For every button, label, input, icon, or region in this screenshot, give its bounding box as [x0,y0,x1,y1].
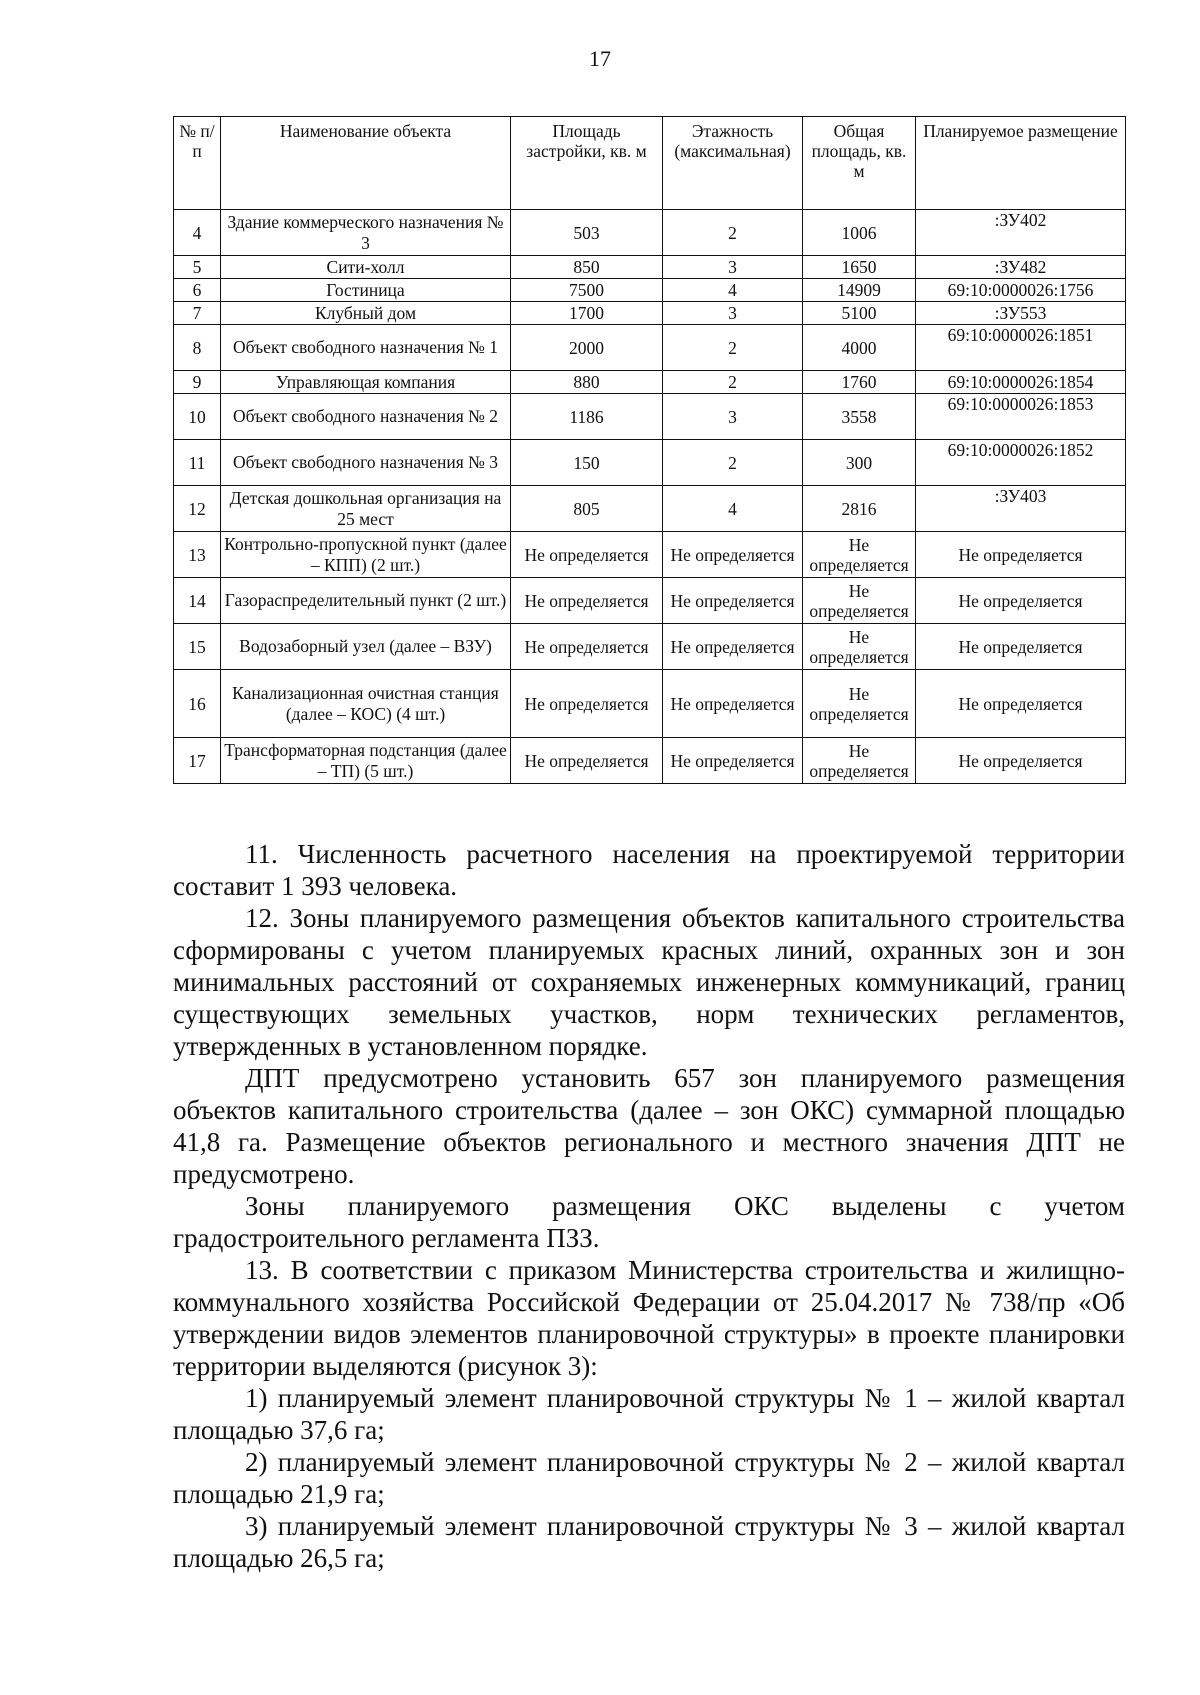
cell-floors: Не определяется [663,738,803,784]
cell-building-area: 850 [511,256,663,279]
paragraph-11: 11. Численность расчетного населения на проектируемой территории составит 1 393 человека. [173,839,1125,901]
table-row [174,738,1126,784]
cell-object-name: Канализационная очистная станция (далее – КОС) (4 шт.) [221,670,511,738]
cell-building-area: 2000 [511,325,663,371]
cell-building-area: Не определяется [511,578,663,624]
cell-number: 14 [174,578,221,624]
cell-floors: 2 [663,371,803,394]
cell-building-area: 150 [511,440,663,486]
table-row [174,302,1126,325]
table-row [174,578,1126,624]
cell-building-area: Не определяется [511,670,663,738]
cell-total-area: Не определяется [803,624,916,670]
paragraph-zones-count: ДПТ предусмотрено установить 657 зон планируемого размещения объектов капитального строительства (далее – зон ОКС) суммарной площадью 41,8 га. Размещение объектов регионального и местного значения ДПТ не предусмотрено. [173,1063,1125,1189]
cell-building-area: 7500 [511,279,663,302]
cell-placement: :ЗУ482 [916,256,1126,279]
cell-floors: Не определяется [663,532,803,578]
table-row [174,670,1126,738]
list-item: 1) планируемый элемент планировочной структуры № 1 – жилой квартал площадью 37,6 га; [173,1383,1125,1445]
cell-placement: Не определяется [916,578,1126,624]
table-row [174,532,1126,578]
cell-floors: 4 [663,279,803,302]
cell-total-area: 5100 [803,302,916,325]
cell-number: 10 [174,394,221,440]
cell-total-area: 1760 [803,371,916,394]
cell-object-name: Водозаборный узел (далее – ВЗУ) [221,624,511,670]
cell-floors: 2 [663,440,803,486]
cell-object-name: Объект свободного назначения № 2 [221,394,511,440]
cell-building-area: 805 [511,486,663,532]
cell-building-area: Не определяется [511,738,663,784]
cell-total-area: 300 [803,440,916,486]
table-row [174,486,1126,532]
cell-placement: 69:10:0000026:1854 [916,371,1126,394]
cell-number: 9 [174,371,221,394]
cell-object-name: Здание коммерческого назначения № 3 [221,210,511,256]
cell-total-area: 1006 [803,210,916,256]
cell-building-area: 880 [511,371,663,394]
cell-object-name: Гостиница [221,279,511,302]
table-row [174,440,1126,486]
cell-floors: Не определяется [663,670,803,738]
cell-number: 12 [174,486,221,532]
cell-object-name: Клубный дом [221,302,511,325]
cell-total-area: 1650 [803,256,916,279]
cell-placement: 69:10:0000026:1852 [916,440,1126,486]
cell-building-area: 1186 [511,394,663,440]
cell-placement: 69:10:0000026:1756 [916,279,1126,302]
cell-placement: :ЗУ553 [916,302,1126,325]
cell-placement: Не определяется [916,532,1126,578]
cell-number: 8 [174,325,221,371]
paragraph-12: 12. Зоны планируемого размещения объектов капитального строительства сформированы с учетом планируемых красных линий, охранных зон и зон минимальных расстояний от сохраняемых инженерных коммуникаций, границ существующих земельных участков, норм технических регламентов, утвержденных в установленном порядке. [173,903,1125,1061]
cell-total-area: 3558 [803,394,916,440]
cell-object-name: Детская дошкольная организация на 25 мест [221,486,511,532]
cell-floors: 2 [663,210,803,256]
cell-number: 6 [174,279,221,302]
cell-total-area: Не определяется [803,532,916,578]
cell-total-area: Не определяется [803,670,916,738]
cell-object-name: Управляющая компания [221,371,511,394]
cell-placement: Не определяется [916,670,1126,738]
cell-object-name: Газораспределительный пункт (2 шт.) [221,578,511,624]
cell-object-name: Контрольно-пропускной пункт (далее – КПП) (2 шт.) [221,532,511,578]
cell-number: 13 [174,532,221,578]
list-item: 2) планируемый элемент планировочной структуры № 2 – жилой квартал площадью 21,9 га; [173,1447,1125,1509]
header-object-name: Наименование объекта [221,117,511,210]
table-header-row [174,117,1126,210]
cell-number: 4 [174,210,221,256]
body-text [173,838,1125,1574]
cell-placement: :ЗУ403 [916,486,1126,532]
cell-floors: 4 [663,486,803,532]
header-building-area: Площадь застройки, кв. м [511,117,663,210]
table-row [174,279,1126,302]
cell-floors: 2 [663,325,803,371]
cell-object-name: Объект свободного назначения № 1 [221,325,511,371]
cell-number: 16 [174,670,221,738]
cell-object-name: Объект свободного назначения № 3 [221,440,511,486]
table-row [174,256,1126,279]
table-row [174,325,1126,371]
cell-building-area: Не определяется [511,532,663,578]
cell-floors: 3 [663,302,803,325]
cell-number: 17 [174,738,221,784]
cell-number: 7 [174,302,221,325]
header-placement: Планируемое размещение [916,117,1126,210]
cell-floors: 3 [663,394,803,440]
objects-table [173,116,1126,784]
cell-building-area: 1700 [511,302,663,325]
table-row [174,624,1126,670]
cell-floors: 3 [663,256,803,279]
cell-floors: Не определяется [663,624,803,670]
cell-object-name: Сити-холл [221,256,511,279]
paragraph-zones-regulation: Зоны планируемого размещения ОКС выделены с учетом градостроительного регламента ПЗЗ. [173,1191,1125,1253]
cell-number: 15 [174,624,221,670]
cell-placement: 69:10:0000026:1851 [916,325,1126,371]
cell-placement: Не определяется [916,624,1126,670]
cell-placement: :ЗУ402 [916,210,1126,256]
cell-placement: 69:10:0000026:1853 [916,394,1126,440]
cell-total-area: 4000 [803,325,916,371]
cell-total-area: 14909 [803,279,916,302]
cell-total-area: 2816 [803,486,916,532]
cell-total-area: Не определяется [803,578,916,624]
cell-building-area: Не определяется [511,624,663,670]
cell-number: 5 [174,256,221,279]
cell-floors: Не определяется [663,578,803,624]
cell-placement: Не определяется [916,738,1126,784]
header-total-area: Общая площадь, кв. м [803,117,916,210]
cell-object-name: Трансформаторная подстанция (далее – ТП) (5 шт.) [221,738,511,784]
table-row [174,371,1126,394]
page-number: 17 [589,46,611,71]
cell-total-area: Не определяется [803,738,916,784]
list-item: 3) планируемый элемент планировочной структуры № 3 – жилой квартал площадью 26,5 га; [173,1511,1125,1573]
cell-building-area: 503 [511,210,663,256]
paragraph-13: 13. В соответствии с приказом Министерства строительства и жилищно-коммунального хозяйства Российской Федерации от 25.04.2017 № 738/пр «Об утверждении видов элементов планировочной структуры» в проекте планировки территории выделяются (рисунок 3): [173,1255,1125,1381]
header-number: № п/п [174,117,221,210]
table-row [174,394,1126,440]
header-floors: Этажность (максимальная) [663,117,803,210]
cell-number: 11 [174,440,221,486]
table-row [174,210,1126,256]
